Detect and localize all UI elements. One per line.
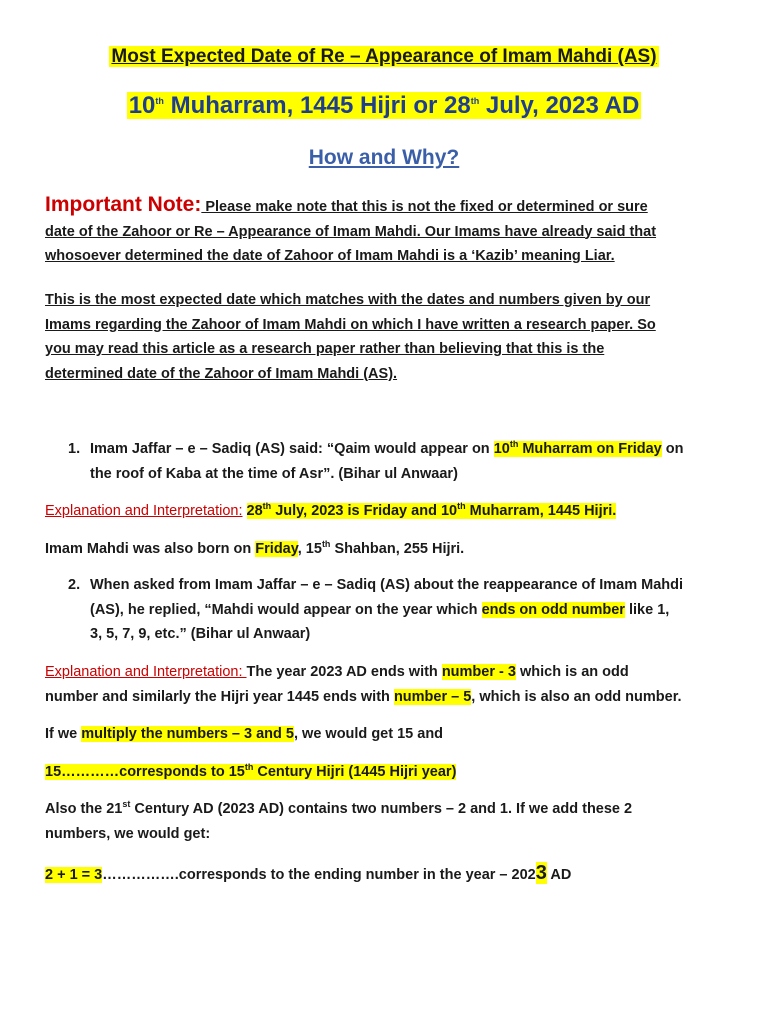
multiply-a: If we bbox=[45, 726, 82, 742]
sum-hl: 2 + 1 = 3 bbox=[45, 867, 103, 883]
date-heading bbox=[0, 92, 768, 120]
important-note bbox=[45, 193, 725, 269]
item2-a: (AS), he replied, “Mahdi would appear on the year which bbox=[90, 601, 482, 618]
century-hl-a: 15…………corresponds to 15 bbox=[45, 764, 245, 780]
expl2-hl2: number – 5 bbox=[393, 688, 472, 705]
document-title bbox=[0, 46, 768, 68]
item1-hl-rest: Muharram on Friday bbox=[518, 441, 662, 457]
title-line1: Most Expected Date of Re – Appearance of Imam Mahdi (AS) bbox=[111, 46, 657, 67]
born-sup: th bbox=[321, 539, 331, 550]
multiply-hl: multiply the numbers – 3 and 5 bbox=[81, 726, 294, 742]
disclaimer-line4: determined date of the Zahoor of Imam Mahdi (AS). bbox=[45, 365, 398, 382]
subtitle: How and Why? bbox=[308, 146, 460, 169]
disclaimer-line3: you may read this article as a research paper rather than believing that this is the bbox=[45, 341, 605, 357]
item2-line1: When asked from Imam Jaffar – e – Sadiq (AS) about the reappearance of Imam Mahdi bbox=[90, 577, 684, 593]
list-number-2: 2. bbox=[68, 577, 81, 593]
list-number-1: 1. bbox=[68, 441, 81, 457]
born-b: , 15 bbox=[297, 541, 322, 557]
expl2-hl1: number - 3 bbox=[441, 664, 516, 680]
ad-b: Century AD (2023 AD) contains two numbers – 2 and 1. If we add these 2 bbox=[130, 801, 633, 817]
note-text-1: Please make note that this is not the fixed or determined or sure bbox=[201, 199, 648, 215]
expl2-b: which is an odd bbox=[515, 664, 629, 680]
expl1-sup2: th bbox=[457, 501, 466, 512]
multiply-line bbox=[45, 722, 725, 747]
born-c: Shahban, 255 Hijri. bbox=[330, 541, 465, 557]
item2-line3: 3, 5, 7, 9, etc.” (Bihar ul Anwaar) bbox=[90, 626, 311, 642]
born-text: Imam Mahdi was also born on bbox=[45, 541, 256, 557]
list-item-2 bbox=[68, 573, 728, 647]
ad-a: Also the 21 bbox=[45, 801, 123, 817]
date-sup2: th bbox=[470, 96, 480, 106]
sum-b: AD bbox=[546, 867, 572, 883]
note-text-2: date of the Zahoor or Re – Appearance of Imam Mahdi. Our Imams have already said that bbox=[45, 223, 657, 240]
birth-line bbox=[45, 537, 725, 562]
ad-sup: st bbox=[122, 799, 131, 810]
born-hl-friday: Friday bbox=[255, 541, 298, 557]
item1-hl-day: 10 bbox=[493, 441, 510, 457]
explanation-label-2: Explanation and Interpretation: bbox=[45, 664, 247, 680]
disclaimer-line2: Imams regarding the Zahoor of Imam Mahdi on which I have written a research paper. So bbox=[45, 316, 656, 333]
important-note-heading: Important Note: bbox=[45, 193, 202, 216]
list-item-1 bbox=[68, 437, 728, 486]
sum-line bbox=[45, 861, 725, 888]
item1-text: Imam Jaffar – e – Sadiq (AS) said: “Qaim would appear on bbox=[90, 441, 494, 457]
multiply-b: , we would get 15 and bbox=[293, 726, 444, 742]
century-sup: th bbox=[244, 762, 254, 773]
explanation-label-1: Explanation and Interpretation: bbox=[45, 503, 243, 519]
item1-tail: on bbox=[661, 441, 684, 457]
item1-line2: the roof of Kaba at the time of Asr”. (Bihar ul Anwaar) bbox=[90, 465, 458, 482]
date-end: July, 2023 AD bbox=[479, 92, 640, 119]
sum-a: …………….corresponds to the ending number in the year – 202 bbox=[102, 867, 536, 883]
explanation-1 bbox=[45, 499, 725, 524]
sum-hl-3: 3 bbox=[535, 862, 547, 884]
item1-sup: th bbox=[509, 439, 519, 450]
note-text-3: whosoever determined the date of Zahoor of Imam Mahdi is a ‘Kazib’ meaning Liar. bbox=[45, 248, 615, 264]
disclaimer-line1: This is the most expected date which matches with the dates and numbers given by our bbox=[45, 292, 651, 308]
item2-b: like 1, bbox=[624, 601, 670, 618]
item2-hl: ends on odd number bbox=[481, 601, 625, 618]
explanation-2 bbox=[45, 660, 725, 709]
disclaimer-paragraph bbox=[45, 288, 725, 386]
date-day: 10 bbox=[128, 92, 156, 119]
expl2-d: , which is also an odd number. bbox=[471, 688, 682, 705]
date-sup1: th bbox=[155, 96, 164, 106]
century-hl-b: Century Hijri (1445 Hijri year) bbox=[253, 764, 457, 780]
date-middle: Muharram, 1445 Hijri or 28 bbox=[163, 92, 471, 119]
century-line bbox=[45, 760, 725, 785]
expl2-c: number and similarly the Hijri year 1445 ends with bbox=[45, 688, 394, 705]
expl1-hl-b: July, 2023 is Friday and 10 bbox=[271, 503, 458, 519]
expl1-hl-a: 28 bbox=[246, 503, 263, 519]
ad-paragraph bbox=[45, 797, 725, 846]
ad-line2: numbers, we would get: bbox=[45, 825, 211, 842]
expl2-a: The year 2023 AD ends with bbox=[246, 664, 442, 680]
expl1-hl-c: Muharram, 1445 Hijri. bbox=[465, 503, 617, 519]
expl1-sup1: th bbox=[262, 501, 272, 512]
